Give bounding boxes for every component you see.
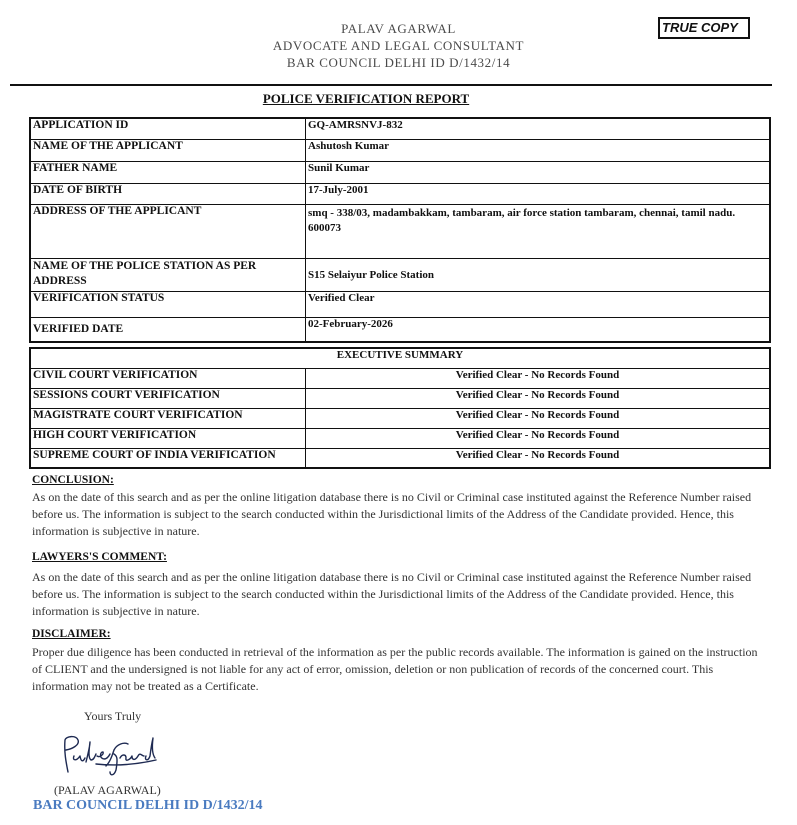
summary-value: Verified Clear - No Records Found [306,388,771,408]
detail-label: ADDRESS OF THE APPLICANT [30,204,306,258]
detail-label: NAME OF THE POLICE STATION AS PER ADDRESS [30,258,306,291]
table-row [30,388,770,408]
summary-value: Verified Clear - No Records Found [306,408,771,428]
true-copy-stamp: TRUE COPY [658,17,750,39]
summary-value: Verified Clear - No Records Found [306,428,771,448]
summary-value: Verified Clear - No Records Found [306,448,771,468]
table-row [30,291,770,317]
detail-value: smq - 338/03, madambakkam, tambaram, air force station tambaram, chennai, tamil nadu. 600073 [306,204,771,258]
summary-heading-row [30,348,770,368]
detail-value: S15 Selaiyur Police Station [306,258,771,291]
applicant-details-table [29,117,771,343]
summary-value: Verified Clear - No Records Found [306,368,771,388]
summary-label: CIVIL COURT VERIFICATION [30,368,306,388]
conclusion-title: CONCLUSION: [32,474,114,486]
table-row [30,139,770,161]
disclaimer-text: Proper due diligence has been conducted in retrieval of the information as per the public records available. The information is gained on the instruction of CLIENT and the undersigned is not liable for any act of error, omission, deletion or non publication of records of the concerned court. This information may not be treated as a Certificate. [32,645,758,693]
table-row [30,161,770,183]
summary-label: SUPREME COURT OF INDIA VERIFICATION [30,448,306,468]
table-row [30,317,770,342]
detail-label: FATHER NAME [30,161,306,183]
advocate-title: ADVOCATE AND LEGAL CONSULTANT [272,38,525,53]
detail-value: Ashutosh Kumar [306,139,771,161]
detail-label: VERIFIED DATE [30,317,306,342]
detail-label: APPLICATION ID [30,118,306,139]
disclaimer-title: DISCLAIMER: [32,628,111,640]
table-row [30,204,770,258]
summary-label: HIGH COURT VERIFICATION [30,428,306,448]
summary-label: MAGISTRATE COURT VERIFICATION [30,408,306,428]
table-row [30,183,770,204]
report-title: POLICE VERIFICATION REPORT [262,91,470,106]
detail-value: Sunil Kumar [306,161,771,183]
bar-council-id: BAR COUNCIL DELHI ID D/1432/14 [286,55,511,70]
salutation: Yours Truly [84,709,142,723]
detail-value: 02-February-2026 [306,317,771,342]
summary-label: SESSIONS COURT VERIFICATION [30,388,306,408]
table-row [30,368,770,388]
detail-value: 17-July-2001 [306,183,771,204]
detail-label: VERIFICATION STATUS [30,291,306,317]
handwritten-signature [54,732,164,783]
table-row [30,428,770,448]
detail-label: DATE OF BIRTH [30,183,306,204]
conclusion-text: As on the date of this search and as per the online litigation database there is no Civil or Criminal case instituted against the Reference Number raised before us. The information is subject to the search conducted within the Jurisdictional limits of the Address of the Candidate provided. Hence, this information is subjective in nature. [32,490,752,538]
table-row [30,448,770,468]
header-divider [10,84,772,86]
signer-name: (PALAV AGARWAL) [54,783,161,797]
table-row [30,258,770,291]
table-row [30,118,770,139]
detail-label: NAME OF THE APPLICANT [30,139,306,161]
summary-heading: EXECUTIVE SUMMARY [30,348,770,368]
advocate-name: PALAV AGARWAL [341,21,456,36]
detail-value: GQ-AMRSNVJ-832 [306,118,771,139]
executive-summary-table [29,347,771,469]
lawyers-comment-title: LAWYERS'S COMMENT: [32,551,167,563]
lawyers-comment-text: As on the date of this search and as per the online litigation database there is no Civil or Criminal case instituted against the Reference Number raised before us. The information is subject to the search conducted within the Jurisdictional limits of the Address of the Candidate provided. Hence, this information is subjective in nature. [32,570,752,618]
table-row [30,408,770,428]
footer-bar-council-id: BAR COUNCIL DELHI ID D/1432/14 [33,798,263,813]
detail-value: Verified Clear [306,291,771,317]
